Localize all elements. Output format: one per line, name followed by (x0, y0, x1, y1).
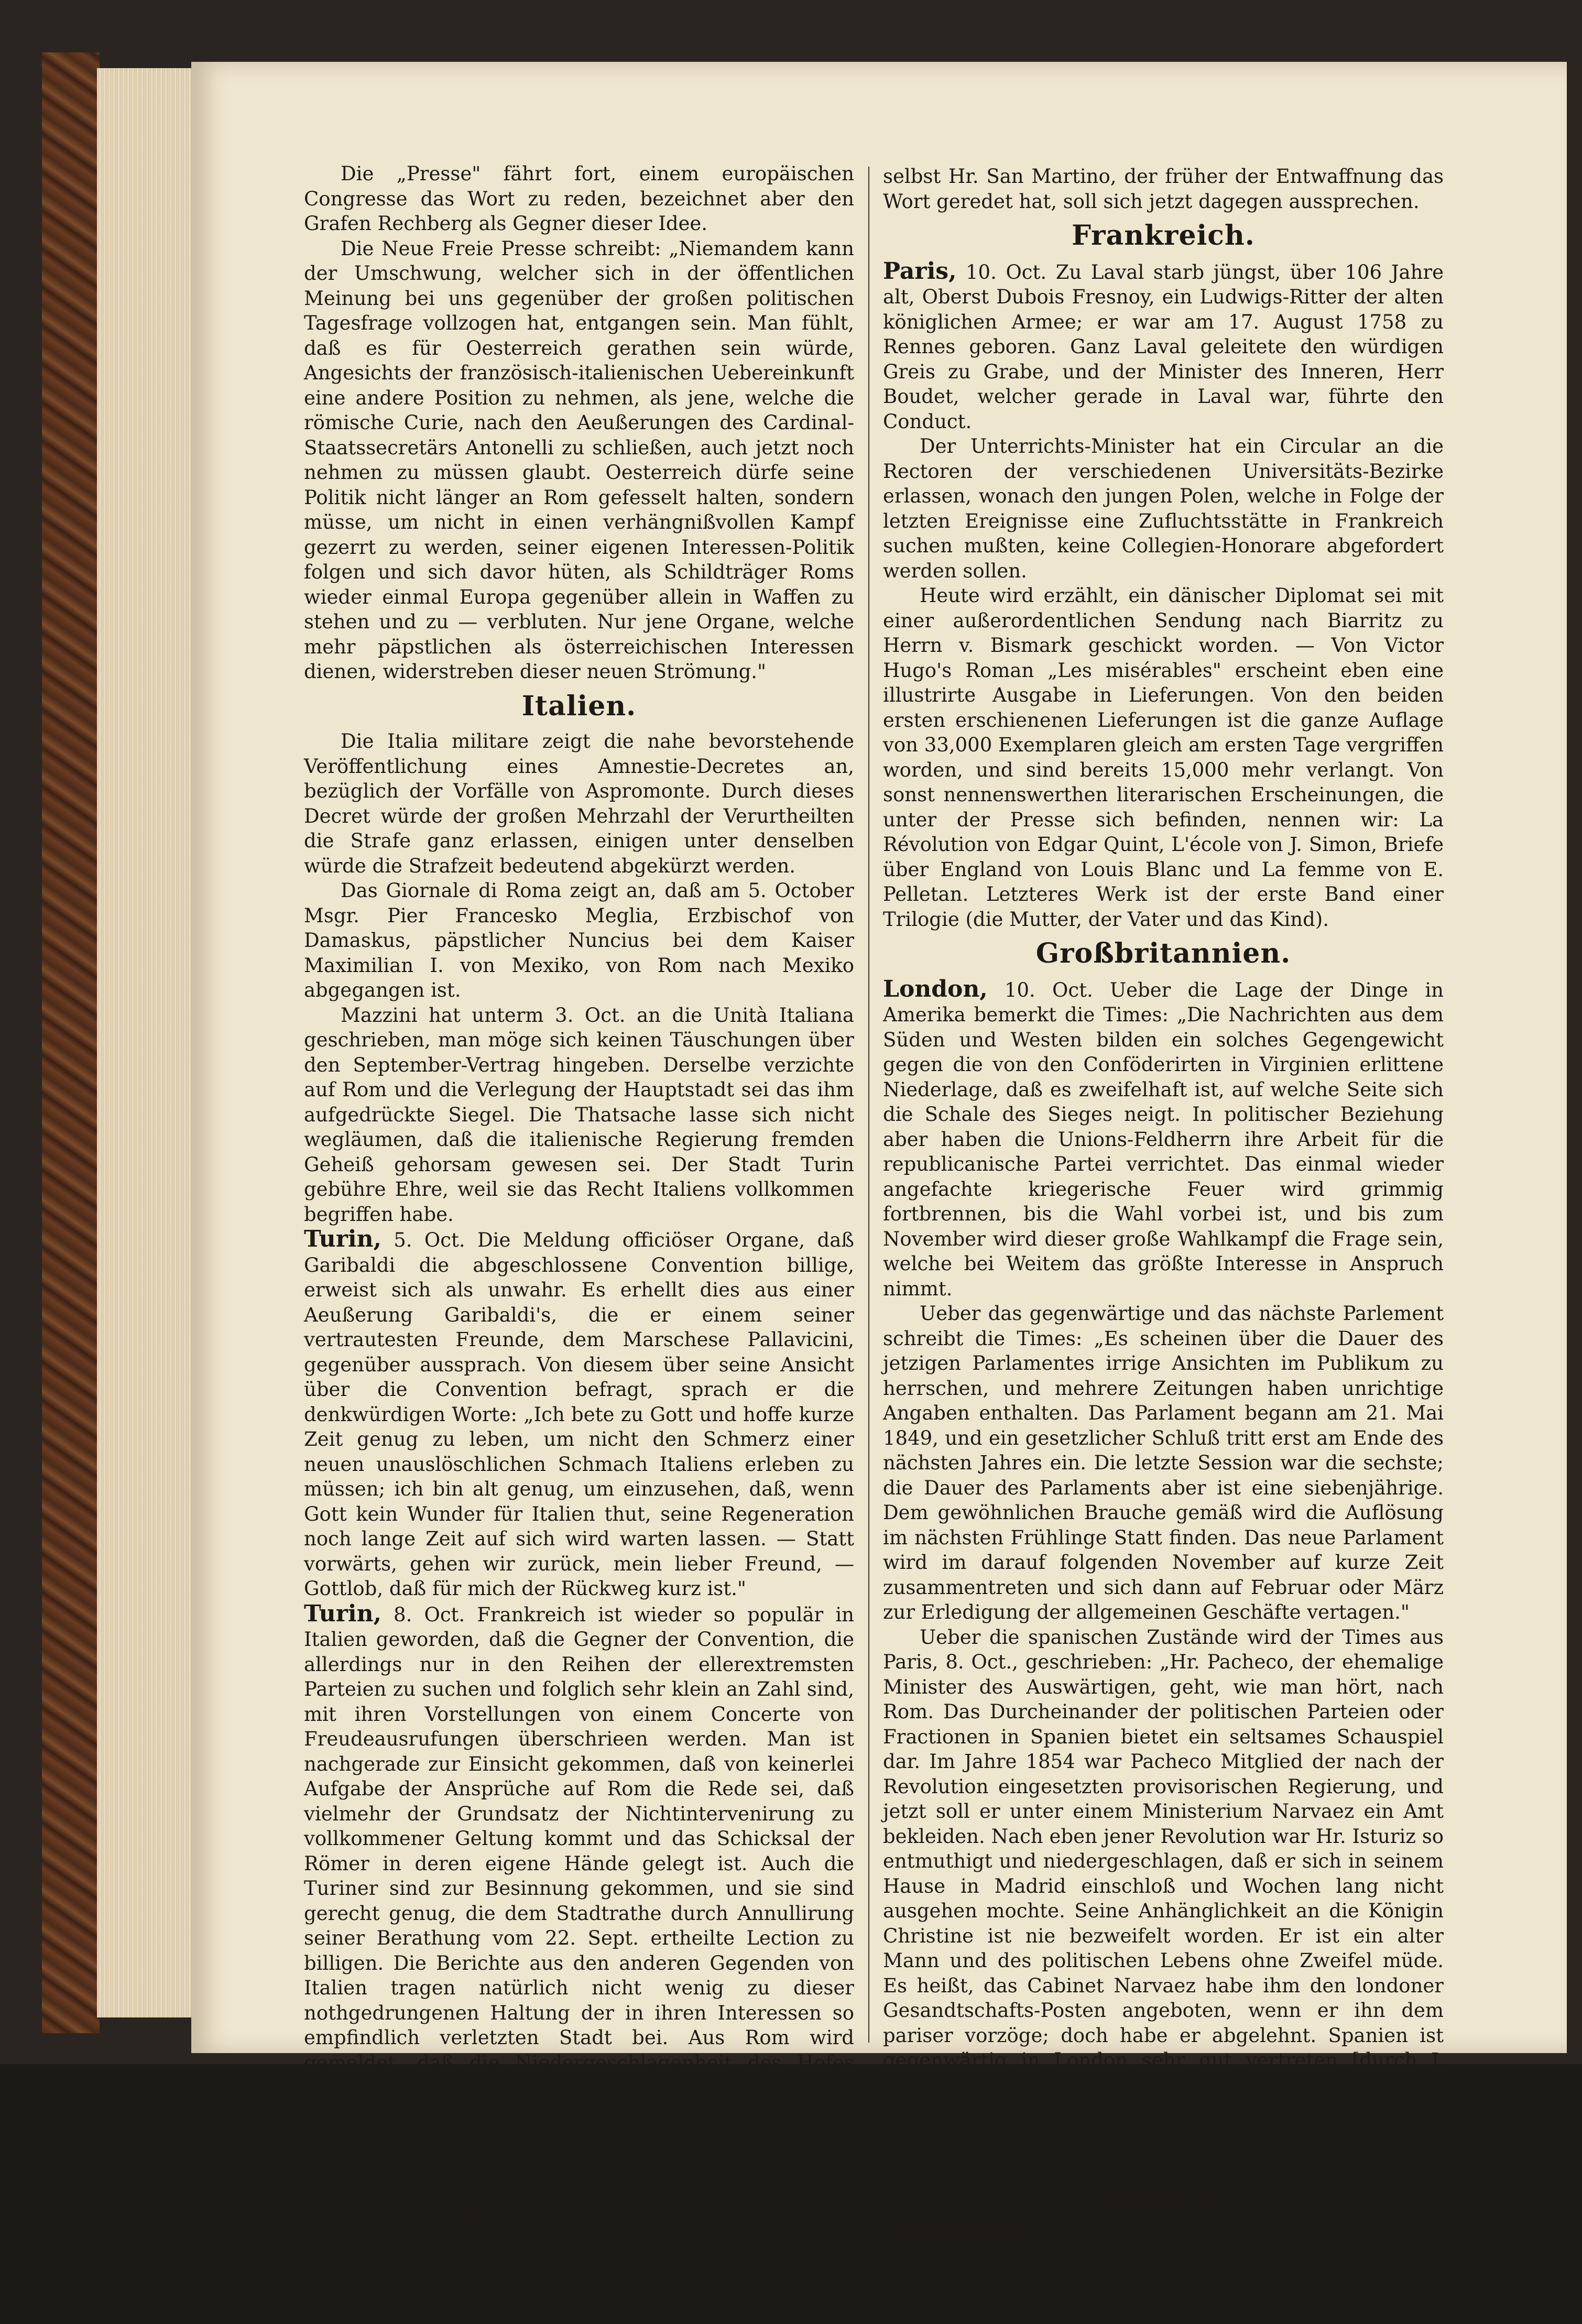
dispatch-london (883, 977, 1444, 1302)
section-heading-italien: Italien. (304, 694, 854, 719)
page-edges (97, 68, 194, 2017)
section-heading-daenemark: Dänemark. (883, 2182, 1444, 2207)
dispatch-text: 10. Oct. Vorgestern kam in Volksthing die Finanz-Gesetzvorlage zur ersten Verhandlung. Krabbe (883, 2219, 1444, 2292)
section-heading-frankreich: Frankreich. (883, 223, 1444, 248)
paragraph: Heute wird erzählt, ein dänischer Diplomat sei mit einer außerordentlichen Sendung nach Biarritz zu Herrn v. Bismark geschickt worden. — Von Victor Hugo's Roman „Les misérables" erscheint eben eine illustrirte Ausgabe in Lieferungen. Von den beiden ersten erschienenen Lieferungen ist die ganze Auflage von 33,000 Exemplaren gleich am ersten Tage vergriffen worden, und sind bereits 15,000 mehr verlangt. Von sonst nennenswerthen literarischen Erscheinungen, die unter der Presse sich befinden, nennen wir: La Révolution von Edgar Quint, L'école von J. Simon, Briefe über England von Louis Blanc und La femme von E. Pelletan. Letzteres Werk ist der erste Band einer Trilogie (die Mutter, der Vater und das Kind). (883, 583, 1444, 932)
paragraph: Die Neue Freie Presse schreibt: „Niemandem kann der Umschwung, welcher sich in der öffentlichen Meinung bei uns gegenüber der großen politischen Tagesfrage vollzogen hat, entgangen sein. Man fühlt, daß es für Oesterreich gerathen sein würde, Angesichts der französisch-italienischen Uebereinkunft eine andere Position zu nehmen, als jene, welche die römische Curie, nach den Aeußerungen des Cardinal-Staatssecretärs Antonelli zu schließen, auch jetzt noch nehmen zu müssen glaubt. Oesterreich dürfe seine Politik nicht länger an Rom gefesselt halten, sondern müsse, um nicht in einen verhängnißvollen Kampf gezerrt zu werden, seiner eigenen Interessen-Politik folgen und sich davor hüten, als Schildträger Roms wieder einmal Europa gegenüber allein in Waffen zu stehen und zu — verbluten. Nur jene Organe, welche mehr päpstlichen als österreichischen Interessen dienen, widerstreben dieser neuen Strömung." (304, 236, 854, 684)
dispatch-turin-2 (304, 1601, 854, 2324)
left-column (304, 161, 854, 2324)
paragraph: Die Italia militare zeigt die nahe bevorstehende Veröffentlichung eines Amnestie-Decretes an, bezüglich der Vorfälle von Aspromonte. Durch dieses Decret würde der großen Mehrzahl der Verurtheilten die Strafe ganz erlassen, einigen unter denselben würde die Strafzeit bedeutend abgekürzt werden. (304, 729, 854, 878)
dispatch-text: 8. Oct. Frankreich ist wieder so populär in Italien geworden, daß die Gegner der Convention, die allerdings nur in den Reihen der ellerextremsten Parteien zu suchen und folglich sehr klein an Zahl sind, mit ihren Vorstellungen von einem Concerte von Freudeausrufungen überschrieen werden. Man ist nachgerade zur Einsicht gekommen, daß von keinerlei Aufgabe der Ansprüche auf Rom die Rede sei, daß vielmehr der Grundsatz der Nichtintervenirung zu vollkommener Geltung kommt und das Schicksal der Römer in deren eigene Hände gelegt ist. Auch die Turiner sind zur Besinnung gekommen, und sie sind gerecht genug, die dem Stadtrathe durch Annullirung seiner Berathung vom 22. Sept. ertheilte Lection zu billigen. Die Berichte aus den anderen Gegenden von Italien tragen natürlich nicht wenig zu dieser nothgedrungenen Haltung der in ihren Interessen so empfindlich verletzten Stadt bei. Aus Rom wird gemeldet, daß die Niedergeschlagenheit des Hofes auch auf den Palast Farnese seinen Rückschlag geäußert habe und man erzählt, daß der König von Neapel sehr entmuthigt scheine. Wenn sich das bestätigt, wird die Convention auch auf die Verminderung des Räuberwesens in Neapel bald ihre günstige Wirkung äußern. Von Paris aus soll man hier den Rath ertheilt haben, wo möglich eine Reduktion der Armee zu versuchen. Die Regierung würde diesen Rath gern befolgen, sie fürchtet aber, einen allgemeinen Sturm hervorzurufen, und (304, 1603, 854, 2323)
book-binding (42, 52, 100, 2033)
paragraph: Das Giornale di Roma zeigt an, daß am 5. October Msgr. Pier Francesko Meglia, Erzbischof von Damaskus, päpstlicher Nuncius bei dem Kaiser Maximilian I. von Mexiko, von Rom nach Mexiko abgegangen ist. (304, 878, 854, 1003)
dispatch-text: 10. Oct. Ueber die Lage der Dinge in Amerika bemerkt die Times: „Die Nachrichten aus dem Süden und Westen bilden ein solches Gegengewicht gegen die von den Conföderirten in Virginien erlittene Niederlage, daß es zweifelhaft ist, auf welche Seite sich die Schale des Sieges neigt. In politischer Beziehung aber haben die Unions-Feldherrn ihre Arbeit für die republicanische Partei verrichtet. Das einmal wieder angefachte kriegerische Feuer wird grimmig fortbrennen, bis die Wahl vorbei ist, und bis zum November wird dieser große Wahlkampf die Frage sein, welche bei Weitem das größte Interesse in Anspruch nimmt. (883, 979, 1444, 1300)
paragraph: selbst Hr. San Martino, der früher der Entwaffnung das Wort geredet hat, soll sich jetzt dagegen aussprechen. (883, 164, 1444, 214)
dateline: Paris, (883, 258, 956, 285)
dispatch-text: 5. Oct. Die Meldung officiöser Organe, daß Garibaldi die abgeschlossene Convention billige, erweist sich als unwahr. Es erhellt dies aus einer Aeußerung Garibaldi's, die er einem seiner vertrautesten Freunde, dem Marschese Pallavicini, gegenüber aussprach. Von diesem über seine Ansicht über die Convention befragt, sprach er die denkwürdigen Worte: „Ich bete zu Gott und hoffe kurze Zeit genug zu leben, um nicht den Schmerz einer neuen unauslöschlichen Schmach Italiens erleben zu müssen; ich bin alt genug, um einzusehen, daß, wenn Gott kein Wunder für Italien thut, seine Regeneration noch lange Zeit auf sich wird warten lassen. — Statt vorwärts, gehen wir zurück, mein lieber Freund, — Gottlob, daß für mich der Rückweg kurz ist." (304, 1229, 854, 1600)
dateline: London, (883, 976, 988, 1002)
dateline: Turin, (304, 1226, 381, 1252)
right-column (883, 164, 1444, 2293)
paragraph: Ueber das gegenwärtige und das nächste Parlement schreibt die Times: „Es scheinen über die Dauer des jetzigen Parlamentes irrige Ansichten im Publikum zu herrschen, und mehrere Zeitungen haben unrichtige Angaben enthalten. Das Parlament begann am 21. Mai 1849, und ein gesetzlicher Schluß tritt erst am Ende des nächsten Jahres ein. Die letzte Session war die sechste; die Dauer des Parlaments aber ist eine siebenjährige. Dem gewöhnlichen Brauche gemäß wird die Auflösung im nächsten Frühlinge Statt finden. Das neue Parlament wird im darauf folgenden November auf kurze Zeit zusammentreten und sich dann auf Februar oder März zur Erledigung der allgemeinen Geschäfte vertagen." (883, 1301, 1444, 1625)
paragraph: Die „Presse" fährt fort, einem europäischen Congresse das Wort zu reden, bezeichnet aber den Grafen Rechberg als Gegner dieser Idee. (304, 161, 854, 236)
dispatch-text: 10. Oct. Zu Laval starb jüngst, über 106 Jahre alt, Oberst Dubois Fresnoy, ein Ludwigs-Ritter der alten königlichen Armee; er war am 17. August 1758 zu Rennes geboren. Ganz Laval geleitete den würdigen Greis zu Grabe, und der Minister des Inneren, Herr Boudet, welcher gerade in Laval war, führte den Conduct. (883, 261, 1444, 433)
dateline: Turin, (304, 1600, 381, 1627)
column-divider (868, 167, 869, 2043)
paragraph: Mazzini hat unterm 3. Oct. an die Unità Italiana geschrieben, man möge sich keinen Täuschungen über den September-Vertrag hingeben. Derselbe verzichte auf Rom und die Verlegung der Hauptstadt sei das ihm aufgedrückte Siegel. Die Thatsache lasse sich nicht wegläumen, daß die italienische Regierung fremden Geheiß gehorsam gewesen sei. Der Stadt Turin gebühre Ehre, weil sie das Recht Italiens vollkommen begriffen habe. (304, 1003, 854, 1227)
paragraph: Der Unterrichts-Minister hat ein Circular an die Rectoren der verschiedenen Universitäts-Bezirke erlassen, wonach den jungen Polen, welche in Folge der letzten Ereignisse eine Zufluchtsstätte in Frankreich suchen mußten, keine Collegien-Honorare abgefordert werden sollen. (883, 434, 1444, 583)
paragraph: Ueber die spanischen Zustände wird der Times aus Paris, 8. Oct., geschrieben: „Hr. Pacheco, der ehemalige Minister des Auswärtigen, geht, wie man hört, nach Rom. Das Durcheinander der politischen Parteien oder Fractionen in Spanien bietet ein seltsames Schauspiel dar. Im Jahre 1854 war Pacheco Mitglied der nach der Revolution eingesetzten provisorischen Regierung, und jetzt soll er unter einem Ministerium Narvaez ein Amt bekleiden. Nach eben jener Revolution war Hr. Isturiz so entmuthigt und niedergeschlagen, daß er sich in seinem Hause in Madrid einschloß und Wochen lang nicht ausgehen mochte. Seine Anhänglichkeit an die Königin Christine ist nie bezweifelt worden. Er ist ein alter Mann und des politischen Lebens ohne Zweifel müde. Es heißt, das Cabinet Narvaez habe ihm den londoner Gesandtschafts-Posten angeboten, wenn er ihn dem pariser vorzöge; doch habe er abgelehnt. Spanien ist gegenwärtig in London sehr gut vertreten [durch J. Comyn], und es steht zu hoffen, daß der Wunsch, für einen Freund oder Parteigenossen zu sorgen, nicht verleiten werde, dort einen Stellenwechsel eintreten zu lassen." (883, 1625, 1444, 2173)
dateline: Kopenhagen, (883, 2216, 1053, 2243)
newspaper-page (191, 62, 1567, 2053)
dispatch-paris (883, 259, 1444, 434)
dispatch-turin-1 (304, 1227, 854, 1601)
dispatch-kopenhagen (883, 2217, 1444, 2293)
section-heading-grossbritannien: Großbritannien. (883, 941, 1444, 966)
